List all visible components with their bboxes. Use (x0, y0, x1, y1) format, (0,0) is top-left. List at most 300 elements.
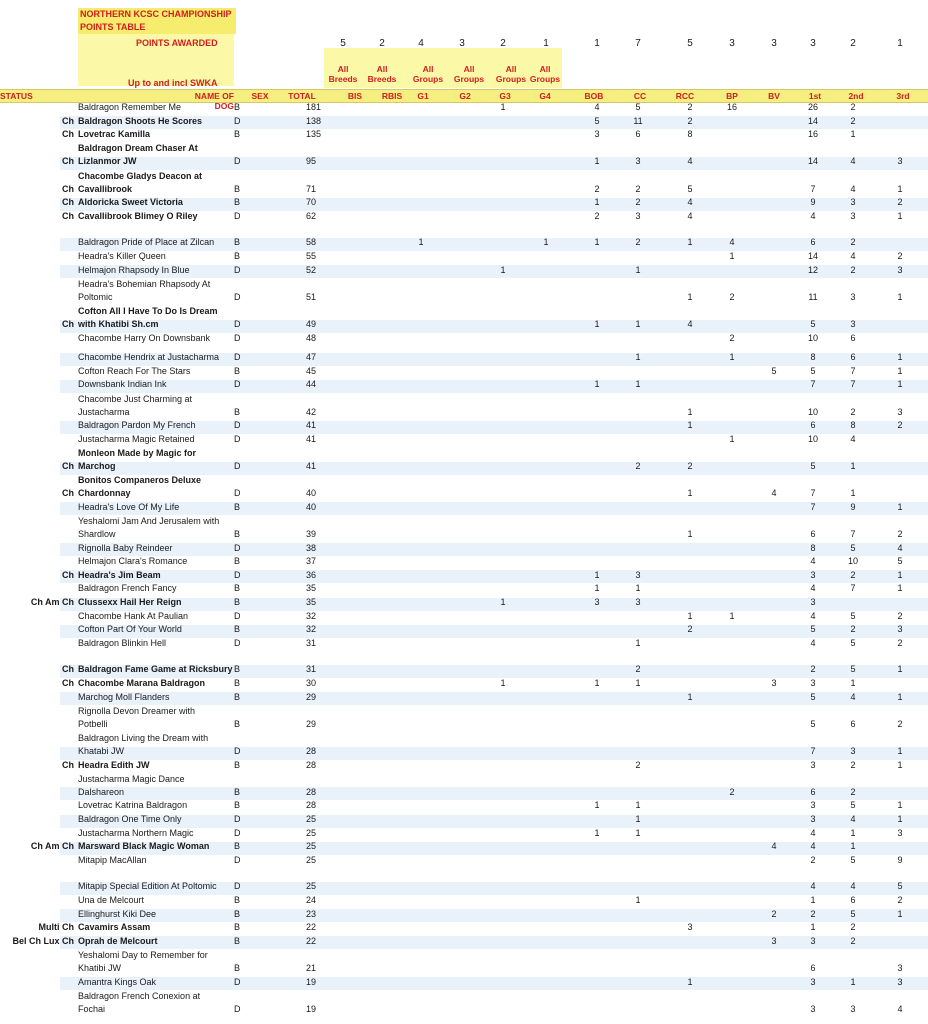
sex-cell: D (234, 156, 241, 167)
table-row (0, 278, 928, 306)
dog-name-line-1: Headra's Bohemian Rhapsody At (78, 278, 211, 289)
points-cell: 6 (850, 352, 856, 363)
column-header: 2nd (848, 91, 864, 101)
column-header: G3 (499, 91, 511, 101)
points-cell: 10 (847, 556, 858, 567)
points-cell: 3 (810, 800, 816, 811)
sex-cell: D (234, 976, 241, 987)
status-cell: Multi Ch (38, 922, 74, 933)
total-cell: 95 (306, 156, 317, 167)
dog-name: Downsbank Indian Ink (78, 379, 167, 390)
points-cell: 1 (500, 264, 506, 275)
points-cell: 1 (687, 291, 693, 302)
total-cell: 28 (306, 786, 317, 797)
dog-name: Headra's Killer Queen (78, 251, 166, 261)
points-cell: 16 (807, 129, 818, 140)
points-cell: 1 (635, 827, 641, 838)
total-cell: 30 (306, 678, 317, 688)
points-cell: 1 (850, 488, 856, 499)
dog-name: Ellinghurst Kiki Dee (78, 908, 157, 919)
sex-cell: D (234, 433, 241, 444)
table-row (0, 828, 928, 842)
table-row (0, 814, 928, 828)
table-row (0, 475, 928, 502)
points-cell: 1 (635, 637, 641, 648)
sex-cell: D (234, 319, 241, 329)
points-cell: 1 (635, 814, 641, 824)
table-row (0, 895, 928, 909)
points-cell: 2 (897, 718, 903, 729)
points-cell: 3 (850, 319, 856, 329)
dog-name: Mitapip Special Edition At Poltomic (78, 881, 217, 892)
dog-name-line-1: Cofton All I Have To Do Is Dream (78, 306, 218, 316)
sex-cell: D (234, 488, 241, 499)
sex-cell: D (234, 352, 241, 363)
dog-name: Fochai (78, 1003, 106, 1014)
points-cell: 1 (594, 583, 600, 594)
dog-name: Cofton Part Of Your World (78, 624, 182, 635)
status-cell: Ch Am Ch (30, 597, 74, 607)
total-cell: 25 (306, 854, 317, 865)
table-row (0, 434, 928, 448)
points-cell: 6 (810, 237, 816, 248)
table-row (0, 516, 928, 543)
points-cell: 2 (635, 237, 641, 248)
dog-name: Lovetrac Kamilla (78, 129, 151, 140)
total-cell: 19 (306, 976, 317, 987)
total-cell: 62 (306, 210, 317, 221)
dog-name: Headra's Love Of My Life (78, 501, 180, 512)
status-cell: Ch (62, 664, 74, 675)
sex-cell: B (234, 406, 241, 417)
table-row (0, 197, 928, 211)
dog-name-line-1: Monleon Made by Magic for (78, 448, 197, 458)
total-cell: 28 (306, 746, 317, 756)
points-cell: 1 (850, 827, 856, 838)
column-header: CC (633, 91, 647, 101)
total-cell: 70 (306, 197, 317, 208)
status-cell: Ch (62, 115, 74, 126)
table-row (0, 116, 928, 130)
points-cell: 1 (897, 691, 903, 702)
points-cell: 4 (687, 210, 693, 221)
points-cell: 7 (850, 583, 856, 594)
sex-cell: B (234, 365, 241, 376)
status-cell: Ch (62, 197, 74, 208)
dog-name: Headra Edith JW (78, 759, 150, 770)
dog-name: Baldragon Pride of Place at Zilcan (78, 237, 215, 248)
total-cell: 138 (306, 115, 322, 126)
points-cell: 2 (729, 291, 735, 302)
sex-cell: B (234, 556, 241, 567)
dog-name: Dalshareon (78, 786, 125, 797)
points-cell: 4 (687, 156, 693, 167)
points-cell: 1 (635, 319, 641, 329)
points-cell: 3 (635, 156, 641, 167)
points-cell: 2 (850, 786, 856, 797)
points-cell: 3 (810, 569, 816, 580)
points-cell: 5 (850, 854, 856, 865)
points-cell: 4 (810, 841, 816, 852)
column-header: NAME OF DOG (194, 91, 234, 111)
column-header: RBIS (381, 91, 403, 101)
points-cell: 4 (850, 156, 856, 167)
points-cell: 9 (897, 854, 903, 865)
points-cell: 1 (687, 610, 693, 621)
category-label (408, 64, 448, 84)
total-cell: 40 (306, 488, 317, 499)
points-value: 4 (418, 38, 424, 49)
sex-cell: D (234, 542, 241, 553)
category-line-2: Groups (453, 74, 485, 84)
status-cell: Ch (62, 678, 74, 688)
column-header: STATUS (0, 91, 33, 101)
sex-cell: B (234, 251, 241, 261)
dog-name-line-1: Rignolla Devon Dreamer with (78, 705, 196, 716)
points-cell: 4 (687, 319, 693, 329)
points-cell: 4 (771, 841, 777, 852)
points-cell: 6 (810, 786, 816, 797)
points-cell: 2 (594, 183, 600, 194)
points-cell: 4 (771, 488, 777, 499)
points-cell: 5 (810, 718, 816, 729)
points-cell: 5 (850, 800, 856, 811)
table-row (0, 664, 928, 678)
points-cell: 7 (810, 488, 816, 499)
table-row (0, 692, 928, 706)
column-header: 1st (808, 91, 822, 101)
points-cell: 3 (850, 197, 856, 208)
dog-name: Helmajon Clara's Romance (78, 556, 188, 567)
points-cell: 2 (635, 197, 641, 208)
category-label (362, 64, 402, 84)
category-line-2: Groups (412, 74, 444, 84)
points-cell: 12 (807, 264, 818, 275)
dog-name: Chacombe Hank At Paulian (78, 610, 189, 621)
points-cell: 10 (807, 406, 818, 417)
category-line-1: All (539, 64, 551, 74)
points-cell: 3 (897, 963, 903, 973)
sex-cell: B (234, 935, 241, 946)
points-cell: 6 (635, 129, 641, 140)
category-line-2: Breeds (367, 74, 397, 84)
sex-cell: D (234, 461, 241, 471)
table-row (0, 705, 928, 733)
table-row (0, 352, 928, 366)
points-cell: 4 (687, 197, 693, 208)
points-value: 2 (500, 38, 506, 49)
points-cell: 1 (687, 691, 693, 702)
total-cell: 44 (306, 379, 317, 390)
sex-cell: B (234, 624, 241, 635)
points-cell: 3 (897, 827, 903, 838)
points-cell: 1 (687, 976, 693, 987)
points-cell: 1 (850, 841, 856, 852)
points-cell: 8 (810, 352, 816, 363)
points-cell: 4 (897, 1003, 903, 1014)
points-cell: 1 (897, 800, 903, 811)
status-cell: Ch (62, 488, 74, 499)
total-cell: 28 (306, 800, 317, 811)
dog-name-line-1: Chacombe Gladys Deacon at (78, 170, 203, 181)
points-cell: 1 (897, 210, 903, 221)
sex-cell: D (234, 610, 241, 621)
sex-cell: D (234, 332, 241, 343)
points-cell: 4 (810, 210, 816, 221)
status-cell: Ch Am Ch (30, 841, 74, 852)
column-header: BOB (584, 91, 604, 101)
points-cell: 1 (687, 406, 693, 417)
points-cell: 3 (897, 624, 903, 635)
sex-cell: B (234, 664, 241, 675)
total-cell: 51 (306, 291, 317, 302)
points-cell: 5 (810, 365, 816, 376)
points-value: 2 (850, 38, 856, 49)
total-cell: 45 (306, 365, 317, 376)
points-cell: 2 (897, 610, 903, 621)
dog-name: Baldragon Pardon My French (78, 420, 196, 431)
points-cell: 1 (418, 237, 424, 248)
points-cell: 5 (810, 624, 816, 635)
table-row (0, 977, 928, 991)
sex-cell: B (234, 529, 241, 539)
status-cell: Ch (62, 461, 74, 471)
table-row (0, 733, 928, 760)
table-row (0, 909, 928, 923)
points-cell: 5 (635, 102, 641, 112)
points-cell: 2 (729, 332, 735, 343)
table-row (0, 129, 928, 143)
sex-cell: B (234, 718, 241, 729)
points-cell: 3 (850, 291, 856, 302)
points-cell: 2 (635, 461, 641, 471)
total-cell: 35 (306, 597, 317, 607)
sex-cell: D (234, 264, 241, 275)
sex-cell: D (234, 881, 241, 892)
points-cell: 6 (810, 529, 816, 539)
points-cell: 4 (810, 881, 816, 892)
points-cell: 2 (850, 759, 856, 770)
dog-name: Marchog Moll Flanders (78, 691, 170, 702)
points-cell: 16 (726, 102, 737, 112)
column-header: BV (768, 91, 780, 101)
points-cell: 1 (897, 379, 903, 390)
points-cell: 11 (633, 115, 643, 126)
dog-name: Mitapip MacAllan (78, 854, 147, 865)
category-line-1: All (422, 64, 434, 74)
points-cell: 2 (850, 264, 856, 275)
dog-name: Cavamirs Assam (78, 922, 151, 933)
points-cell: 2 (810, 854, 816, 865)
points-cell: 3 (897, 406, 903, 417)
table-row (0, 379, 928, 393)
sex-cell: D (234, 420, 241, 431)
points-cell: 1 (594, 197, 600, 208)
points-cell: 1 (897, 746, 903, 756)
points-cell: 2 (635, 759, 641, 770)
dog-name-line-1: Yeshalomi Jam And Jerusalem with (78, 516, 220, 526)
points-cell: 4 (850, 814, 856, 824)
points-cell: 5 (810, 319, 816, 329)
dog-name: Helmajon Rhapsody In Blue (78, 264, 190, 275)
category-line-1: All (337, 64, 349, 74)
sex-cell: D (234, 814, 241, 824)
points-cell: 2 (850, 569, 856, 580)
points-cell: 3 (810, 678, 816, 688)
category-line-2: Breeds (328, 74, 358, 84)
points-cell: 2 (635, 664, 641, 675)
dog-name: Clussexx Hail Her Reign (78, 597, 182, 607)
sex-cell: D (234, 854, 241, 865)
table-row (0, 950, 928, 977)
points-cell: 4 (810, 610, 816, 621)
points-cell: 2 (897, 197, 903, 208)
dog-name: Baldragon Fame Game at Ricksbury (78, 664, 233, 675)
table-row (0, 420, 928, 434)
points-cell: 1 (687, 420, 693, 431)
points-cell: 2 (850, 406, 856, 417)
points-cell: 1 (635, 678, 641, 688)
points-cell: 5 (771, 365, 777, 376)
points-cell: 1 (635, 264, 641, 275)
table-row (0, 881, 928, 895)
status-cell: Ch (62, 759, 74, 770)
points-cell: 4 (850, 433, 856, 444)
points-cell: 7 (850, 365, 856, 376)
sex-cell: B (234, 786, 241, 797)
table-title: NORTHERN KCSC CHAMPIONSHIP POINTS TABLE (78, 8, 236, 34)
points-cell: 1 (729, 433, 735, 444)
points-cell: 1 (850, 678, 856, 688)
dog-name: Baldragon Blinkin Hell (78, 637, 167, 648)
points-cell: 1 (897, 365, 903, 376)
dog-name: Lizlanmor JW (78, 156, 137, 167)
dog-name-line-1: Baldragon Living the Dream with (78, 733, 209, 743)
points-cell: 10 (807, 433, 818, 444)
total-cell: 23 (306, 908, 317, 919)
sex-cell: D (234, 637, 241, 648)
points-cell: 2 (897, 420, 903, 431)
points-cell: 1 (635, 352, 641, 363)
dog-name: Oprah de Melcourt (78, 935, 158, 946)
total-cell: 47 (306, 352, 317, 363)
points-cell: 14 (807, 156, 818, 167)
points-cell: 1 (850, 461, 856, 471)
dog-name: Baldragon French Fancy (78, 583, 177, 594)
sex-cell: D (234, 210, 241, 221)
points-cell: 7 (810, 379, 816, 390)
points-cell: 1 (594, 319, 600, 329)
points-cell: 1 (635, 379, 641, 390)
points-cell: 5 (850, 664, 856, 675)
points-cell: 3 (635, 210, 641, 221)
dog-name: Una de Melcourt (78, 895, 145, 905)
points-cell: 1 (500, 102, 506, 112)
column-header: RCC (675, 91, 695, 101)
table-row (0, 624, 928, 638)
table-row (0, 366, 928, 380)
table-row (0, 170, 928, 198)
total-cell: 39 (306, 529, 317, 539)
dog-name: Headra's Jim Beam (78, 569, 161, 580)
status-cell: Ch (62, 129, 74, 140)
table-row (0, 597, 928, 611)
points-cell: 4 (810, 583, 816, 594)
points-cell: 5 (850, 908, 856, 919)
points-cell: 7 (850, 379, 856, 390)
dog-name: Baldragon Shoots He Scores (78, 115, 203, 126)
sex-cell: D (234, 827, 241, 838)
table-row (0, 265, 928, 279)
total-cell: 31 (306, 664, 317, 675)
dog-name: Marchog (78, 461, 116, 471)
points-cell: 1 (687, 488, 693, 499)
points-cell: 1 (687, 529, 693, 539)
points-cell: 5 (850, 542, 856, 553)
table-row (0, 448, 928, 475)
dog-name: Chardonnay (78, 488, 131, 499)
sex-cell: D (234, 746, 241, 756)
points-cell: 9 (810, 197, 816, 208)
column-header: G1 (417, 91, 429, 101)
column-header: SEX (251, 91, 269, 101)
points-cell: 8 (687, 129, 693, 140)
sex-cell: B (234, 129, 241, 140)
total-cell: 25 (306, 814, 317, 824)
dog-name: with Khatibi Sh.cm (78, 319, 159, 329)
points-cell: 3 (897, 156, 903, 167)
table-row (0, 678, 928, 692)
points-cell: 14 (807, 251, 818, 261)
points-cell: 4 (850, 183, 856, 194)
points-cell: 1 (897, 501, 903, 512)
total-cell: 55 (306, 251, 317, 261)
points-value: 5 (340, 38, 346, 49)
total-cell: 49 (306, 319, 317, 329)
points-cell: 6 (850, 895, 856, 905)
points-cell: 3 (850, 210, 856, 221)
table-row (0, 773, 928, 801)
dog-name-line-1: Baldragon Dream Chaser At (78, 143, 198, 154)
points-cell: 4 (810, 827, 816, 838)
points-cell: 1 (897, 352, 903, 363)
up-to-label: Up to and incl SWKA (128, 78, 218, 88)
column-header: BIS (347, 91, 363, 101)
total-cell: 19 (306, 1003, 317, 1014)
dog-name: Khatibi JW (78, 963, 122, 973)
sex-cell: B (234, 841, 241, 852)
points-cell: 2 (729, 786, 735, 797)
points-cell: 1 (687, 237, 693, 248)
points-cell: 1 (897, 569, 903, 580)
points-cell: 2 (687, 102, 693, 112)
points-cell: 1 (635, 583, 641, 594)
dog-name: Marsward Black Magic Woman (78, 841, 210, 852)
points-cell: 26 (807, 102, 818, 112)
table-row (0, 990, 928, 1018)
points-cell: 1 (850, 976, 856, 987)
points-cell: 4 (810, 556, 816, 567)
dog-name-line-1: Justacharma Magic Dance (78, 773, 185, 784)
points-cell: 2 (850, 237, 856, 248)
sex-cell: B (234, 800, 241, 811)
points-cell: 1 (594, 379, 600, 390)
table-row (0, 611, 928, 625)
points-cell: 3 (687, 922, 693, 933)
dog-name-line-1: Chacombe Just Charming at (78, 393, 193, 404)
category-line-2: Groups (529, 74, 561, 84)
points-cell: 7 (810, 746, 816, 756)
